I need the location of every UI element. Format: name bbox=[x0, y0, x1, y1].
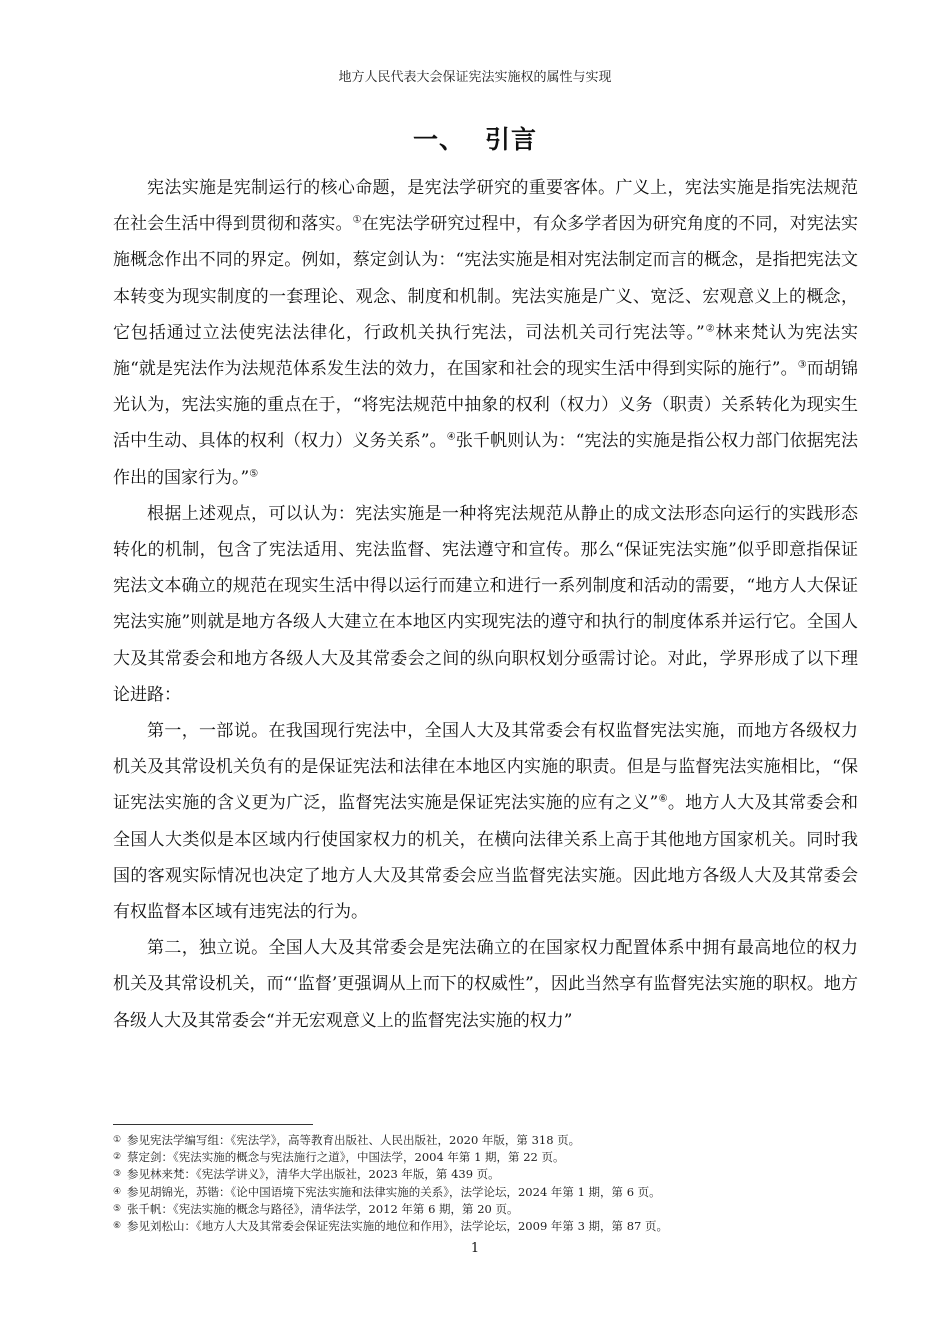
footnote-mark: ③ bbox=[113, 1169, 122, 1180]
footnote-reference: ④ bbox=[446, 431, 456, 443]
section-title-text: 引言 bbox=[485, 125, 538, 154]
footnote-mark: ⑥ bbox=[113, 1221, 122, 1232]
footnote-text: 参见胡锦光，苏锴：《论中国语境下宪法实施和法律实施的关系》，法学论坛，2024 年第 1 期，第 6 页。 bbox=[127, 1184, 661, 1199]
footnote-text: 参见宪法学编写组：《宪法学》，高等教育出版社、人民出版社，2020 年版，第 318 页。 bbox=[127, 1133, 581, 1147]
footnote-item bbox=[113, 1166, 858, 1183]
footnote-reference: ⑤ bbox=[249, 467, 259, 479]
paragraph bbox=[113, 496, 858, 713]
page-number: 1 bbox=[470, 1241, 480, 1256]
footnote-text: 蔡定剑：《宪法实施的概念与宪法施行之道》，中国法学，2004 年第 1 期，第 22 页。 bbox=[127, 1150, 565, 1165]
section-number: 一、 bbox=[412, 125, 465, 154]
paragraph-text: 第二，独立说。全国人大及其常委会是宪法确立的在国家权力配置体系中拥有最高地位的权力机关及其常设机关，而“‘监督’更强调从上而下的权威性”，因此当然享有监督宪法实施的职权。地方各级人大及其常委会“并无宏观意义上的监督宪法实施的权力” bbox=[113, 938, 858, 1031]
paragraph-text: 根据上述观点，可以认为：宪法实施是一种将宪法规范从静止的成文法形态向运行的实践形态转化的机制，包含了宪法适用、宪法监督、宪法遵守和宣传。那么“保证宪法实施”似乎即意指保证宪法文本确立的规范在现实生活中得以运行而建立和进行一系列制度和活动的需要，“地方人大保证宪法实施”则就是地方各级人大建立在本地区内实现宪法的遵守和执行的制度体系并运行它。全国人大及其常委会和地方各级人大及其常委会之间的纵向职权划分亟需讨论。对此，学界形成了以下理论进路： bbox=[113, 503, 858, 705]
paragraph-text: 第一，一部说。在我国现行宪法中，全国人大及其常委会有权监督宪法实施，而地方各级权力机关及其常设机关负有的是保证宪法和法律在本地区内实施的职责。但是与监督宪法实施相比，“保证宪法实施的含义更为广泛，监督宪法实施是保证宪法实施的应有之义” bbox=[113, 721, 858, 814]
footnote-text: 张千帆：《宪法实施的概念与路径》，清华法学，2012 年第 6 期，第 20 页。 bbox=[127, 1201, 519, 1216]
paragraph bbox=[113, 930, 858, 1039]
footnote-item bbox=[113, 1218, 858, 1235]
footnote-reference: ② bbox=[704, 323, 716, 335]
paragraph-text: 而胡锦光认为，宪法实施的重点在于，“将宪法规范中抽象的权利（权力）义务（职责）关系转化为现实生活中生动、具体的权利（权力）义务关系”。 bbox=[113, 359, 859, 452]
footnote-reference: ⑥ bbox=[658, 793, 668, 805]
paragraph-text: 张千帆则认为：“宪法的实施是指公权力部门依据宪法作出的国家行为。” bbox=[113, 431, 858, 488]
footnote-item bbox=[113, 1184, 858, 1201]
footnote-text: 参见林来梵：《宪法学讲义》，清华大学出版社，2023 年版，第 439 页。 bbox=[127, 1167, 500, 1182]
paragraph-text: 在宪法学研究过程中，有众多学者因为研究角度的不同，对宪法实施概念作出不同的界定。例如，蔡定剑认为：“宪法实施是相对宪法制定而言的概念，是指把宪法文本转变为现实制度的一套理论、观念、制度和机制。宪法实施是广义、宽泛、宏观意义上的概念，它包括通过立法使宪法法律化，行政机关执行宪法，司法机关司行宪法等。” bbox=[113, 214, 859, 343]
running-header: 地方人民代表大会保证宪法实施权的属性与实现 bbox=[338, 70, 612, 85]
footnote-text: 参见刘松山：《地方人大及其常委会保证宪法实施的地位和作用》，法学论坛，2009 年第 3 期，第 87 页。 bbox=[127, 1219, 668, 1234]
footnote-item bbox=[113, 1132, 858, 1149]
footnote-item bbox=[113, 1149, 858, 1166]
footnote-mark: ① bbox=[113, 1135, 122, 1145]
footnote-mark: ② bbox=[113, 1152, 122, 1163]
footnote-mark: ⑤ bbox=[113, 1203, 122, 1214]
body-text bbox=[113, 170, 858, 1039]
section-title bbox=[0, 120, 950, 156]
footnote-reference: ① bbox=[352, 214, 362, 226]
paragraph bbox=[113, 713, 858, 930]
paragraph-text: 。地方人大及其常委会和全国人大类似是本区域内行使国家权力的机关，在横向法律关系上高于其他地方国家机关。同时我国的客观实际情况也决定了地方人大及其常委会应当监督宪法实施。因此地方各级人大及其常委会有权监督本区域有违宪法的行为。 bbox=[113, 793, 859, 923]
footnote-reference: ③ bbox=[797, 359, 807, 371]
paragraph-text: 宪法实施是宪制运行的核心命题，是宪法学研究的重要客体。广义上，宪法实施是指宪法规范在社会生活中得到贯彻和落实。 bbox=[113, 178, 858, 235]
footnote-separator bbox=[113, 1124, 313, 1125]
footnotes bbox=[113, 1132, 858, 1235]
paragraph bbox=[113, 170, 858, 496]
footnote-mark: ④ bbox=[113, 1186, 122, 1197]
paragraph-text: 林来梵认为宪法实施“就是宪法作为法规范体系发生法的效力，在国家和社会的现实生活中得到实际的施行”。 bbox=[113, 322, 859, 380]
footnote-item bbox=[113, 1201, 858, 1218]
